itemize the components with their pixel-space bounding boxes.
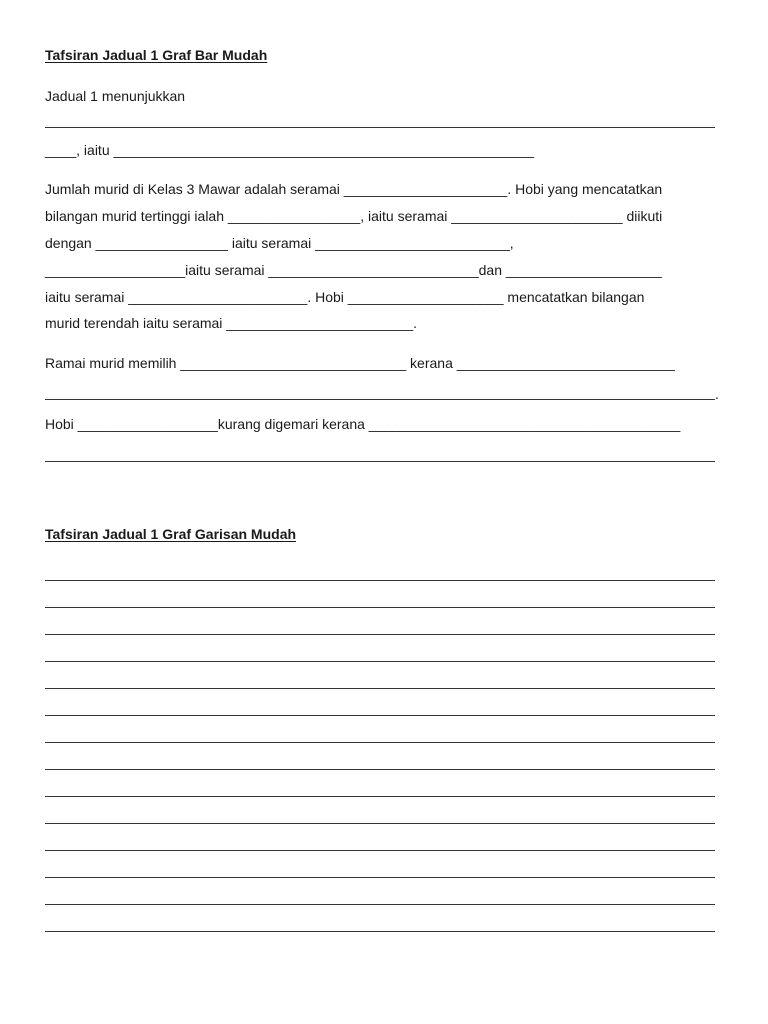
writing-line bbox=[45, 661, 715, 662]
intro-text: Jadual 1 menunjukkan bbox=[45, 88, 186, 104]
para1-line-4: __________________iaitu seramai ___________________________dan ____________________ bbox=[45, 262, 662, 278]
writing-line bbox=[45, 796, 715, 797]
para1-line-1: Jumlah murid di Kelas 3 Mawar adalah seramai _____________________. Hobi yang mencatatkan bbox=[45, 181, 663, 197]
para1-line-6: murid terendah iaitu seramai ________________________. bbox=[45, 315, 418, 331]
section2-title: Tafsiran Jadual 1 Graf Garisan Mudah bbox=[45, 526, 297, 542]
writing-line bbox=[45, 634, 715, 635]
answer-line bbox=[45, 461, 715, 462]
writing-line bbox=[45, 580, 715, 581]
para3-line-1: Hobi __________________kurang digemari kerana ________________________________________ bbox=[45, 416, 681, 432]
writing-line bbox=[45, 931, 715, 932]
writing-line bbox=[45, 769, 715, 770]
writing-line bbox=[45, 742, 715, 743]
section1-title: Tafsiran Jadual 1 Graf Bar Mudah bbox=[45, 47, 268, 63]
writing-line bbox=[45, 877, 715, 878]
writing-line bbox=[45, 688, 715, 689]
writing-line bbox=[45, 823, 715, 824]
writing-line bbox=[45, 715, 715, 716]
writing-line bbox=[45, 850, 715, 851]
para1-line-2: bilangan murid tertinggi ialah _________________, iaitu seramai ______________________ diikuti bbox=[45, 208, 663, 224]
answer-line bbox=[45, 399, 715, 400]
writing-line bbox=[45, 607, 715, 608]
para1-line-3: dengan _________________ iaitu seramai _________________________, bbox=[45, 235, 514, 251]
answer-line bbox=[45, 127, 715, 128]
writing-line bbox=[45, 904, 715, 905]
trailing-period: . bbox=[715, 386, 719, 402]
para1-line-5: iaitu seramai _______________________. Hobi ____________________ mencatatkan bilangan bbox=[45, 289, 645, 305]
para2-line-1: Ramai murid memilih _____________________________ kerana ____________________________ bbox=[45, 355, 675, 371]
iaitu-line: ____, iaitu ______________________________________________________ bbox=[45, 142, 534, 158]
